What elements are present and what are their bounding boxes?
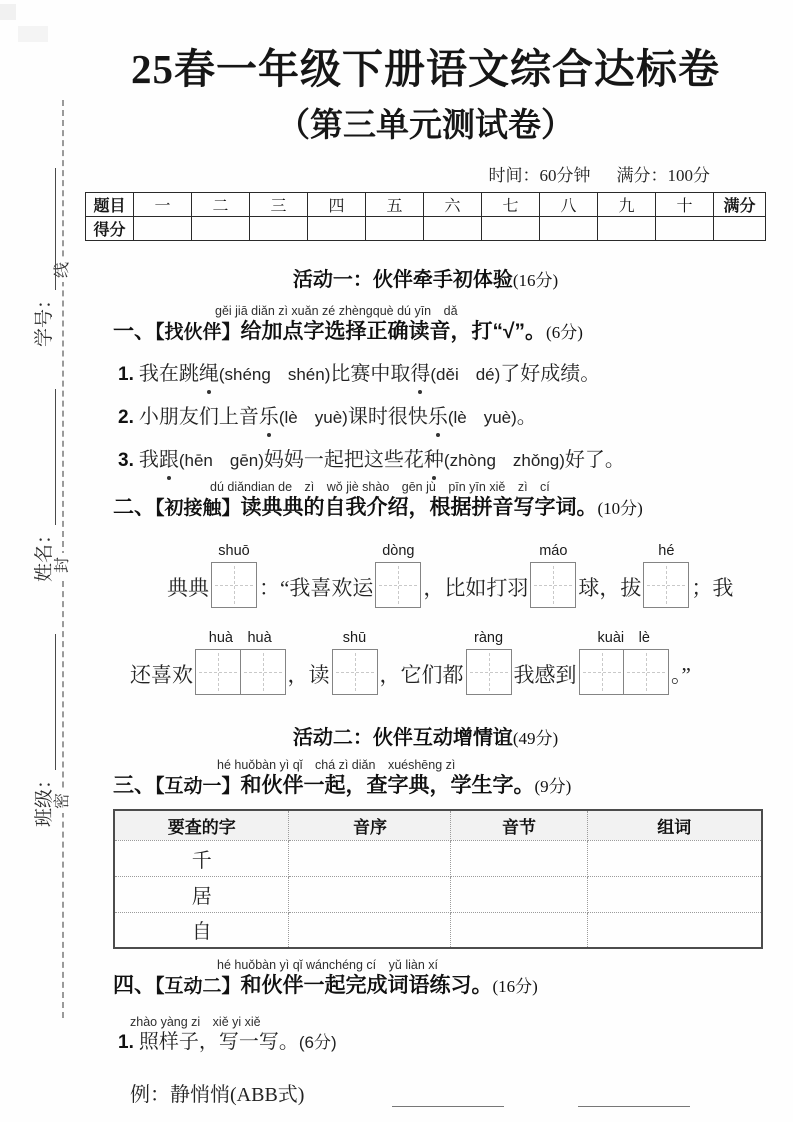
score-cell[interactable] — [540, 217, 598, 241]
full-score-info: 满分：100分 — [616, 166, 710, 185]
score-header-cell: 六 — [424, 193, 482, 217]
dict-answer-cell[interactable] — [451, 912, 587, 948]
activity2-title: 活动二：伙伴互动增情谊 — [292, 727, 513, 749]
student-field-name — [29, 389, 56, 582]
score-cell[interactable] — [134, 217, 192, 241]
write-cell[interactable] — [195, 649, 241, 695]
score-table — [85, 192, 766, 241]
dict-character: 居 — [114, 876, 289, 912]
dotted-char: 绳 — [198, 363, 219, 385]
pinyin-annotation: dú diǎndian de zì wǒ jiè shào gēn jù pīn yīn xiě zì cí — [210, 480, 550, 494]
item-number: 3. — [118, 450, 134, 471]
line-text: 。” — [671, 663, 691, 687]
write-cell[interactable] — [332, 649, 378, 695]
write-cell[interactable] — [466, 649, 512, 695]
score-cell[interactable] — [656, 217, 714, 241]
box-pinyin: kuài lè — [597, 630, 650, 646]
dict-answer-cell[interactable] — [289, 912, 451, 948]
student-field-class — [29, 634, 56, 827]
tian-box — [332, 628, 378, 695]
line-text: ；我 — [691, 576, 734, 600]
section2-score: (10分) — [597, 499, 643, 518]
activity1-score: (16分) — [512, 271, 559, 290]
activity1-title: 活动一：伙伴牵手初体验 — [292, 269, 513, 291]
item-text: 好了。 — [564, 449, 625, 471]
answer-blank[interactable] — [578, 1085, 690, 1107]
pinyin-choice[interactable]: (zhòng zhǒng) — [443, 451, 565, 470]
score-header-cell: 二 — [192, 193, 250, 217]
dict-header-row — [114, 810, 762, 840]
item-number: 1. — [118, 1032, 134, 1053]
score-header-cell: 四 — [308, 193, 366, 217]
write-cell[interactable] — [375, 562, 421, 608]
score-header-cell: 七 — [482, 193, 540, 217]
line-text: ：“我喜欢运 — [259, 576, 374, 600]
dict-answer-cell[interactable] — [451, 876, 587, 912]
dict-header-cell: 组词 — [587, 810, 762, 840]
box-pinyin: huà huà — [208, 630, 272, 646]
section3-score: (9分) — [534, 777, 572, 796]
section2 — [113, 480, 766, 523]
student-field-number — [29, 168, 56, 347]
score-cell[interactable] — [366, 217, 424, 241]
box-pinyin: dòng — [382, 543, 415, 559]
page-title: 25春一年级下册语文综合达标卷 — [131, 46, 720, 92]
item-text: 。 — [516, 406, 537, 428]
section1-score: (6分) — [546, 323, 583, 342]
line-text: ，读 — [287, 663, 330, 687]
dict-answer-cell[interactable] — [451, 840, 587, 876]
section2-number: 二、 — [113, 496, 155, 519]
tian-box — [375, 541, 421, 608]
section1-number: 一、 — [113, 320, 155, 343]
dict-header-cell: 音序 — [289, 810, 451, 840]
section2-title: 读典典的自我介绍，根据拼音写字词。 — [240, 496, 598, 519]
section3 — [113, 758, 766, 801]
name-blank[interactable] — [35, 389, 56, 525]
item-number: 1. — [118, 364, 134, 385]
section3-tag: 【互动一】 — [155, 776, 241, 797]
example-text: 例：静悄悄(ABB式) — [130, 1084, 305, 1106]
pinyin-annotation: hé huǒbàn yì qǐ chá zì diǎn xuéshēng zì — [217, 758, 456, 772]
score-cell[interactable] — [250, 217, 308, 241]
pinyin-choice[interactable]: (shéng shén) — [218, 365, 331, 384]
box-pinyin: máo — [539, 543, 568, 559]
box-pinyin: shuō — [218, 543, 250, 559]
dotted-char: 乐 — [427, 406, 448, 428]
item-text: 小朋友们上音 — [138, 406, 259, 428]
tian-box — [643, 541, 689, 608]
dict-answer-cell[interactable] — [587, 912, 762, 948]
write-cell[interactable] — [530, 562, 576, 608]
score-header-cell: 九 — [598, 193, 656, 217]
box-pinyin: ràng — [473, 630, 504, 646]
write-cell[interactable] — [643, 562, 689, 608]
score-header-cell: 一 — [134, 193, 192, 217]
dict-answer-cell[interactable] — [587, 840, 762, 876]
dict-row — [114, 912, 762, 948]
write-cell[interactable] — [240, 649, 286, 695]
dict-header-cell: 音节 — [451, 810, 587, 840]
score-cell[interactable] — [308, 217, 366, 241]
item-number: 2. — [118, 407, 134, 428]
answer-blank[interactable] — [392, 1085, 504, 1107]
tian-box — [211, 541, 257, 608]
name-label: 姓名： — [34, 524, 55, 582]
line-text: 典典 — [167, 576, 209, 600]
dict-answer-cell[interactable] — [587, 876, 762, 912]
score-row-label: 得分 — [86, 217, 134, 241]
score-header-cell: 五 — [366, 193, 424, 217]
dotted-char: 种 — [423, 449, 444, 471]
score-cell[interactable] — [598, 217, 656, 241]
score-header-cell: 十 — [656, 193, 714, 217]
seal-char-mi: 密 — [51, 789, 75, 813]
seal-char-xian: 线 — [51, 258, 75, 282]
write-cell[interactable] — [211, 562, 257, 608]
section4 — [113, 958, 766, 1001]
item-text: 妈妈一起把这些花 — [263, 449, 424, 471]
dict-row — [114, 840, 762, 876]
section4-item1 — [118, 1015, 766, 1056]
box-pinyin: hé — [658, 543, 675, 559]
item-score: (6分) — [298, 1033, 337, 1052]
section4-tag: 【互动二】 — [155, 976, 241, 997]
pinyin-annotation: gěi jiā diǎn zì xuǎn zé zhèngquè dú yīn dǎ — [215, 304, 458, 318]
section4-heading — [113, 972, 766, 1001]
line-text: 我感到 — [513, 663, 577, 687]
question-item-3 — [118, 447, 766, 474]
tian-box — [579, 628, 670, 695]
box-pinyin: shū — [342, 630, 367, 646]
page-subtitle: （第三单元测试卷） — [277, 108, 574, 144]
section1-tag: 【找伙伴】 — [155, 322, 241, 343]
seal-char-feng: 封 — [51, 553, 75, 577]
activity2-heading — [85, 721, 766, 750]
student-number-label: 学号： — [34, 289, 55, 347]
pinyin-choice[interactable]: (lè yuè) — [447, 408, 517, 427]
tian-box — [466, 628, 512, 695]
pinyin-annotation: hé huǒbàn yì qǐ wánchéng cí yǔ liàn xí — [217, 958, 438, 972]
dotted-char: 得 — [410, 363, 431, 385]
item-text: 了好成绩。 — [500, 363, 601, 385]
write-line-2 — [130, 628, 766, 695]
section3-heading — [113, 772, 766, 801]
score-cell[interactable] — [714, 217, 766, 241]
score-cell[interactable] — [482, 217, 540, 241]
item-text: 课时很快 — [347, 406, 428, 428]
line-text: 还喜欢 — [130, 663, 193, 687]
dict-answer-cell[interactable] — [289, 840, 451, 876]
example-line — [130, 1078, 766, 1107]
dotted-char: 跟 — [158, 449, 179, 471]
exam-info — [85, 161, 766, 186]
pinyin-choice[interactable]: (lè yuè) — [278, 408, 348, 427]
question-item-1 — [118, 361, 766, 388]
section4-item1-line — [118, 1029, 766, 1056]
pinyin-choice[interactable]: (hēn gēn) — [178, 451, 264, 470]
write-cell[interactable] — [579, 649, 625, 695]
item-text: 比赛中取 — [330, 363, 411, 385]
tian-box — [530, 541, 576, 608]
dotted-char: 乐 — [258, 406, 279, 428]
score-header-cell: 八 — [540, 193, 598, 217]
dict-character: 自 — [114, 912, 289, 948]
score-header-cell: 三 — [250, 193, 308, 217]
section1 — [113, 304, 766, 347]
tian-box — [195, 628, 286, 695]
dictionary-table — [113, 809, 763, 949]
line-text: 球，拔 — [578, 576, 642, 600]
activity1-heading — [85, 263, 766, 292]
main-content — [85, 0, 766, 1107]
pinyin-annotation: zhào yàng zi xiě yi xiě — [130, 1015, 261, 1029]
dict-character: 千 — [114, 840, 289, 876]
score-header-row — [86, 193, 766, 217]
section2-heading — [113, 494, 766, 523]
activity2-score: (49分) — [512, 729, 559, 748]
section3-number: 三、 — [113, 774, 155, 797]
student-info-rotated — [30, 110, 56, 827]
line-text: ，它们都 — [379, 663, 464, 687]
score-header-cell: 题目 — [86, 193, 134, 217]
class-blank[interactable] — [35, 634, 56, 770]
write-line-1 — [167, 541, 766, 608]
scan-artifact — [18, 26, 48, 42]
dict-header-cell: 要查的字 — [114, 810, 289, 840]
item-text: 照样子，写一写。 — [138, 1031, 299, 1053]
time-info: 时间：60分钟 — [488, 166, 591, 185]
section1-heading — [113, 318, 766, 347]
item-text: 我 — [138, 449, 159, 471]
item-text: 我在跳 — [138, 363, 199, 385]
dict-row — [114, 876, 762, 912]
section3-title: 和伙伴一起，查字典，学生字。 — [240, 774, 535, 797]
pinyin-choice[interactable]: (děi dé) — [430, 365, 501, 384]
question-item-2 — [118, 404, 766, 431]
score-cell[interactable] — [424, 217, 482, 241]
line-text: ，比如打羽 — [423, 576, 529, 600]
score-cell[interactable] — [192, 217, 250, 241]
section4-title: 和伙伴一起完成词语练习。 — [240, 974, 493, 997]
student-number-blank[interactable] — [35, 168, 56, 290]
class-label: 班级： — [34, 769, 55, 827]
section1-title: 给加点字选择正确读音，打“√”。 — [240, 320, 547, 343]
section2-tag: 【初接触】 — [155, 498, 241, 519]
score-header-cell: 满分 — [714, 193, 766, 217]
write-cell[interactable] — [623, 649, 669, 695]
dict-answer-cell[interactable] — [289, 876, 451, 912]
scan-artifact — [0, 4, 16, 20]
section4-number: 四、 — [113, 974, 155, 997]
section4-score: (16分) — [492, 977, 538, 996]
score-value-row — [86, 217, 766, 241]
